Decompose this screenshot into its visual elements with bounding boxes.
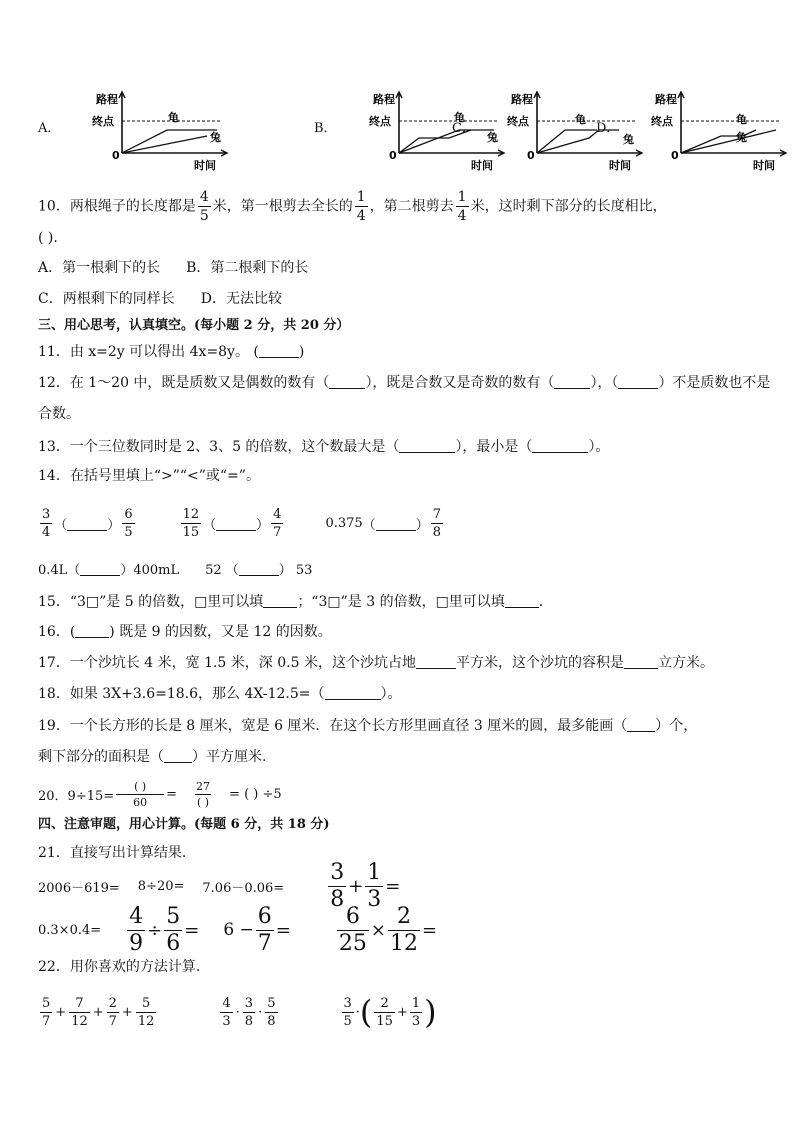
question-21-row-1: 2006－619= 8÷20= 7.06－0.06= $\frac{3}{8}$ + $\frac{1}{3}$ = (38, 859, 401, 912)
fraction: $\frac{5}{8}$ (267, 995, 276, 1029)
fraction: $\frac{3}{8}$ (244, 995, 254, 1029)
x-axis-label: 时间 (753, 159, 776, 172)
origin-label: 0 (671, 149, 680, 162)
finish-label: 终点 (651, 115, 674, 128)
rabbit-label: 兔 (486, 131, 498, 144)
tortoise-label: 龟 (168, 111, 180, 124)
question-14-row-1: $\frac{3}{4}$ （ ） $\frac{6}{5}$ $\frac{12}{15}$ （ ） $\frac{4}{7}$ 0.375 （ ） $\frac{7}{8}$ (42, 506, 441, 540)
question-17: 17．一个沙坑长 4 米，宽 1.5 米，深 0.5 米，这个沙坑占地 平方米，这个沙坑的容积是 立方米。 (38, 655, 714, 671)
question-10-paren: ( ). (38, 230, 58, 246)
y-axis-label: 路程 (510, 93, 533, 106)
fraction: $\frac{5}{12}$ (137, 995, 155, 1029)
question-13: 13．一个三位数同时是 2、3、5 的倍数，这个数最大是（ ），最小是（ ）。 (38, 439, 610, 455)
finish-label: 终点 (368, 115, 391, 128)
operator: + (121, 1004, 133, 1020)
question-21-title: 21．直接写出计算结果. (38, 845, 187, 861)
x-axis-label: 时间 (470, 159, 493, 172)
fraction: $\frac{4}{3}$ (222, 995, 231, 1029)
question-20: 20．9÷15= $\frac{( )}{60}$ = $\frac{27}{( )}$ = ( ) ÷5 (38, 779, 282, 809)
graph-option-d[interactable] (596, 85, 776, 172)
question-21-row-2: 0.3×0.4= $\frac{4}{9}$ ÷ $\frac{5}{6}$ = 6 − $\frac{6}{7}$ = $\frac{6}{25}$ × $\frac{2}{12}$ = (38, 903, 438, 956)
finish-label: 终点 (92, 115, 115, 128)
option-c[interactable]: C．两根剩下的同样长 (38, 291, 175, 307)
tortoise-line (537, 130, 597, 153)
section-4-heading: 四、注意审题，用心计算。(每题 6 分，共 18 分) (38, 817, 330, 832)
question-22-row (38, 990, 437, 1034)
question-14-title: 14．在括号里填上“>”“<”或“=”。 (38, 468, 260, 484)
tortoise-label: 龟 (574, 113, 586, 126)
y-axis-label: 路程 (372, 93, 395, 106)
operator: · (235, 1004, 240, 1020)
graph-option-letter: D． (596, 120, 620, 136)
question-11: 11．由 x=2y 可以得出 4x=8y。 ( ) (38, 344, 305, 360)
question-12: 12．在 1～20 中，既是质数又是偶数的数有（ ），既是合数又是奇数的数有（ ），（ ）不是质数也不是 (38, 375, 771, 391)
expression-22-1 (38, 997, 158, 1028)
option-d[interactable]: D．无法比较 (200, 291, 282, 307)
graph-option-letter: C． (452, 120, 475, 136)
finish-label: 终点 (506, 115, 529, 128)
question-10: 10．两根绳子的长度都是 $\frac{4}{5}$ 米，第一根剪去全长的 $\frac{1}{4}$ ，第二根剪去 $\frac{1}{4}$ 米，这时剩下部分的长度相比， (38, 189, 667, 224)
x-axis-label: 时间 (608, 159, 631, 172)
question-12-cont: 合数。 (38, 406, 80, 422)
expression-22-3: $\frac{3}{5}$ · ( $\frac{2}{15}$ + $\frac{1}{3}$ ) (343, 993, 437, 1031)
x-axis-label: 时间 (194, 159, 217, 172)
fraction: $\frac{7}{12}$ (71, 995, 88, 1029)
option-b[interactable]: B．第二根剩下的长 (186, 260, 309, 276)
question-16: 16．( ) 既是 9 的因数，又是 12 的因数。 (38, 624, 332, 640)
section-3-heading: 三、用心思考，认真填空。(每小题 2 分，共 20 分） (38, 318, 350, 333)
expression-22-2 (218, 997, 279, 1028)
question-18: 18．如果 3X+3.6=18.6，那么 4X-12.5=（ ）。 (38, 686, 402, 702)
origin-label: 0 (388, 149, 397, 162)
tortoise-label: 龟 (736, 113, 748, 126)
question-19: 19．一个长方形的长是 8 厘米，宽是 6 厘米．在这个长方形里画直径 3 厘米的圆，最多能画（ ）个， (38, 718, 698, 734)
question-14-row-2: 0.4L（ ）400mL 52 （ ） 53 (38, 563, 313, 578)
question-19-cont: 剩下部分的面积是（ ）平方厘米. (38, 749, 267, 765)
graph-option-letter: A． (38, 120, 61, 136)
rabbit-label: 兔 (736, 131, 748, 144)
rabbit-label: 兔 (210, 131, 222, 144)
question-15: 15．“3□”是 5 的倍数，□里可以填 ；“3□”是 3 的倍数，□里可以填 . (38, 594, 544, 610)
operator: · (258, 1004, 263, 1020)
origin-label: 0 (112, 149, 121, 162)
tortoise-label: 龟 (453, 111, 465, 124)
operator: + (92, 1004, 104, 1020)
distance-time-graph (622, 85, 776, 172)
question-22-title: 22．用你喜欢的方法计算. (38, 959, 201, 975)
graph-options-row (0, 85, 794, 170)
question-10-options-cd (38, 289, 282, 309)
fraction: $\frac{2}{7}$ (108, 995, 117, 1029)
question-10-options-ab (38, 258, 308, 278)
fraction: $\frac{5}{7}$ (42, 995, 51, 1029)
y-axis-label: 路程 (655, 93, 678, 106)
rabbit-label: 兔 (622, 133, 634, 146)
origin-label: 0 (526, 149, 535, 162)
distance-time-graph (66, 85, 222, 172)
graph-option-a[interactable] (38, 85, 222, 172)
rabbit-line (122, 136, 207, 153)
operator: + (55, 1004, 67, 1020)
tortoise-line (681, 130, 776, 153)
option-a[interactable]: A．第一根剩下的长 (38, 260, 161, 276)
y-axis-label: 路程 (96, 93, 119, 106)
graph-option-letter: B． (314, 120, 337, 136)
